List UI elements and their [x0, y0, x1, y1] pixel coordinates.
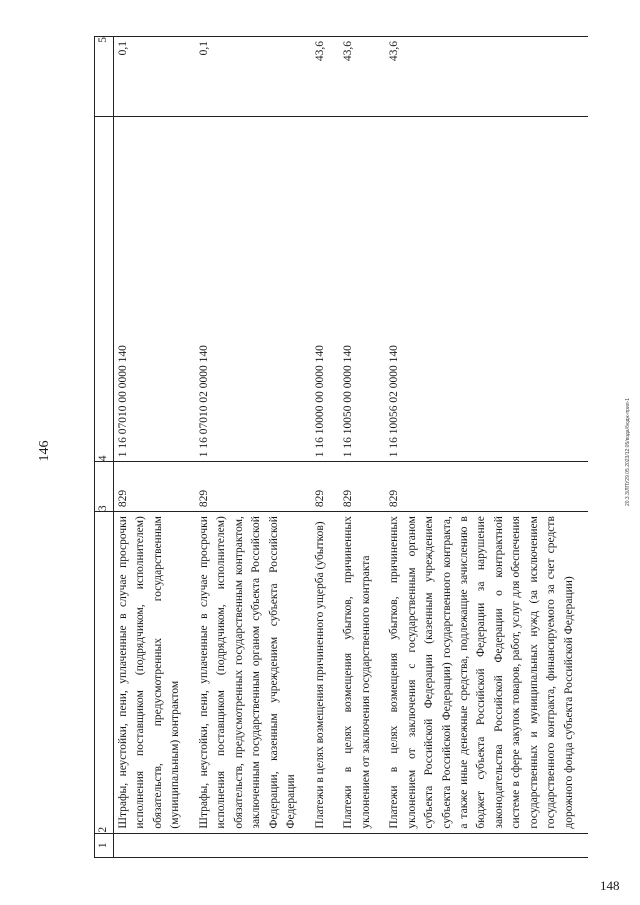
header-col-5: 5 [95, 37, 114, 117]
row-amount: 43,6 [339, 37, 385, 117]
row-description: Платежи в целях возмещения убытков, причиненных уклонением от заключения государственного контракта [339, 512, 385, 833]
row-amount: 0,1 [195, 37, 311, 117]
revenue-table [94, 36, 588, 858]
row-description: Платежи в целях возмещения убытков, причиненных уклонением от заключения с государственным органом субъекта Российской Федерации (казенным учреждением субъекта Российской Федерации) государственного контракта, а также иные денежные средства, подлежащие зачислению в бюджет субъекта Российской Федерации за нарушение законодательства Российской Федерации о контрактной системе в сфере закупок товаров, работ, услуг для обеспечения государственных и муниципальных нужд (за исключением государственного контракта, финансируемого за счет средств дорожного фонда субъекта Российской Федерации) [385, 512, 588, 833]
row-budget-code: 1 16 07010 00 0000 140 [114, 117, 195, 462]
rotated-table-container [94, 36, 594, 858]
header-col-3: 3 [95, 462, 114, 512]
row-admin-code: 829 [385, 462, 588, 512]
row-budget-code: 1 16 07010 02 0000 140 [195, 117, 311, 462]
header-col-1: 1 [95, 833, 114, 857]
row-index-cell [311, 833, 339, 857]
row-index-cell [385, 833, 588, 857]
row-amount: 43,6 [311, 37, 339, 117]
header-col-2: 2 [95, 512, 114, 833]
page-number-bottom: 148 [600, 878, 620, 893]
row-budget-code: 1 16 10000 00 0000 140 [311, 117, 339, 462]
table-row [311, 37, 339, 858]
row-index-cell [195, 833, 311, 857]
table-header-row [95, 37, 114, 858]
row-admin-code: 829 [339, 462, 385, 512]
row-description: Штрафы, неустойки, пени, уплаченные в случае просрочки исполнения поставщиком (подрядчиком, исполнителем) обязательств, предусмотренных государственным (муниципальным) контрактом [114, 512, 195, 833]
row-budget-code: 1 16 10056 02 0000 140 [385, 117, 588, 462]
row-admin-code: 829 [195, 462, 311, 512]
row-index-cell [114, 833, 195, 857]
page-number-top: 146 [37, 440, 52, 462]
row-description: Штрафы, неустойки, пени, уплаченные в случае просрочки исполнения поставщиком (подрядчиком, исполнителем) обязательств, предусмотренных государственным контрактом, заключенным государственным органом субъекта Российской Федерации, казенным учреждением субъекта Российской Федерации [195, 512, 311, 833]
header-col-4: 4 [95, 117, 114, 462]
table-row [339, 37, 385, 858]
row-amount: 43,6 [385, 37, 588, 117]
table-row [114, 37, 195, 858]
row-description: Платежи в целях возмещения причиненного ущерба (убытков) [311, 512, 339, 833]
side-stamp: 20.3.3/ЛПУ29.05.2023/12:05/вода/бюдж-прил-1 [625, 397, 631, 507]
row-admin-code: 829 [311, 462, 339, 512]
row-index-cell [339, 833, 385, 857]
row-budget-code: 1 16 10050 00 0000 140 [339, 117, 385, 462]
table-row [195, 37, 311, 858]
row-admin-code: 829 [114, 462, 195, 512]
table-row [385, 37, 588, 858]
row-amount: 0,1 [114, 37, 195, 117]
